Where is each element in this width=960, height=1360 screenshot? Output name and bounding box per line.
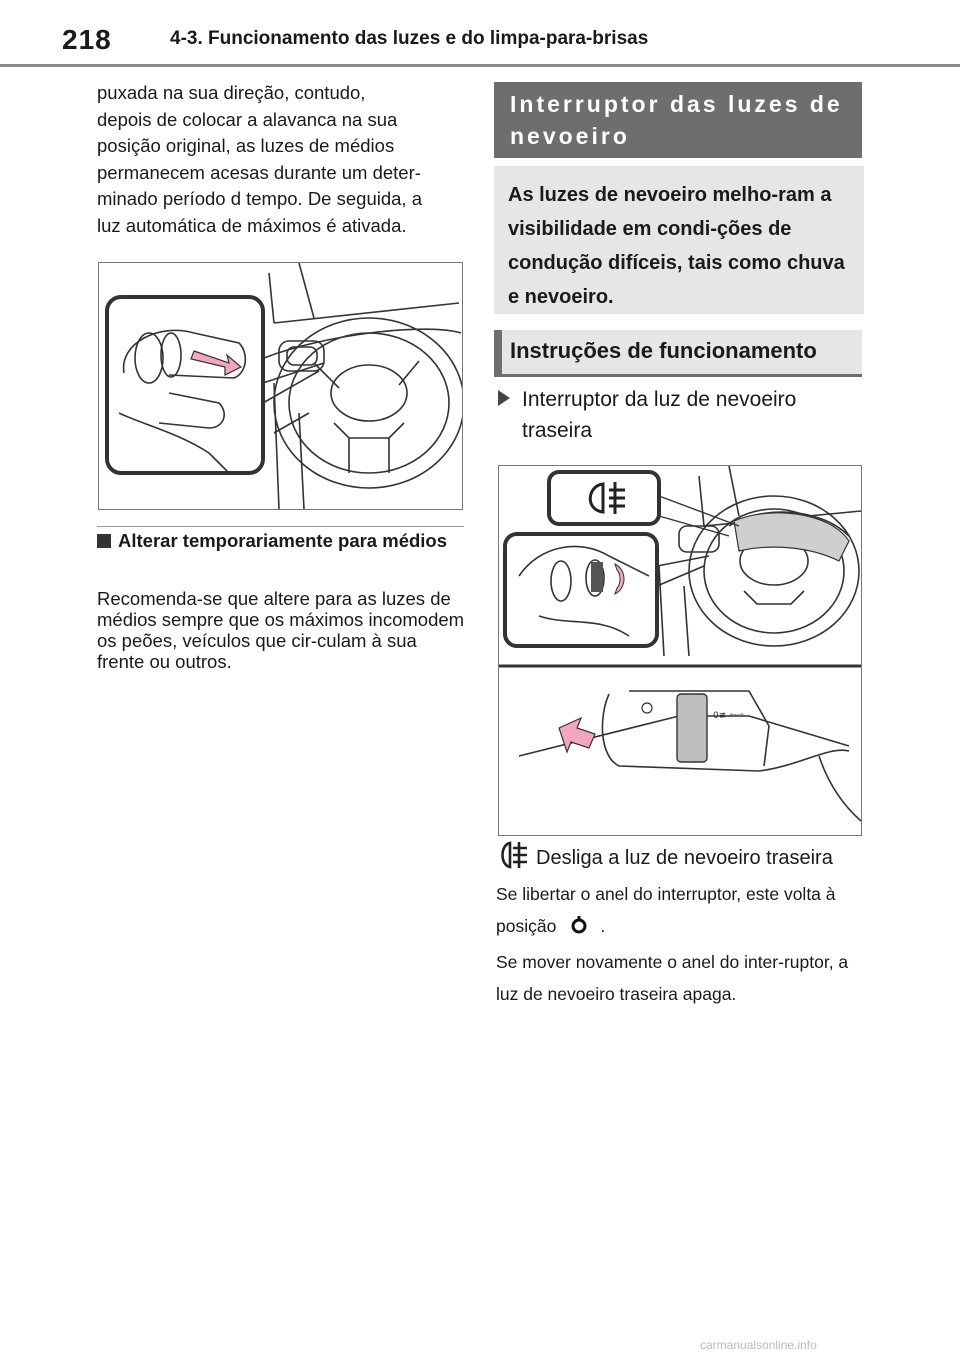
caption [498,840,868,873]
caption-text: Desliga a luz de nevoeiro traseira [536,847,833,869]
text-line: posição original, as luzes de médios [97,135,395,156]
page-number: 218 [62,24,112,55]
text-line: permanecem acesas durante um deter- [97,161,421,183]
rear-fog-light-icon [498,840,530,870]
operation-heading: Instruções de funcionamento [510,338,817,363]
paragraph: Recomenda-se que altere para as luzes de médios sempre que os máximos incomodem os peões, veículos que cir-culam à sua frente ou outros. [97,588,465,672]
note-return-position: Se libertar o anel do interruptor, este volta à posição . [496,884,836,936]
intro-text: As luzes de nevoeiro melho-ram a visibilidade em condi-ções de condução difíceis, tais como chuva e nevoeiro. [508,184,845,308]
square-bullet-icon [97,534,111,548]
watermark: carmanualsonline.info [700,1338,817,1352]
continued-paragraph [97,80,469,239]
headlight-lever-illustration [98,262,463,510]
steering-wheel-illustration [99,263,462,509]
operation-heading-box [494,330,862,377]
section-title-box [494,82,862,158]
return-position-icon [568,914,590,936]
fog-switch-illustration [499,466,861,835]
svg-text:0≢ ⇦⇨: 0≢ ⇦⇨ [713,711,745,721]
fog-switch-figure [498,465,862,836]
triangle-bullet-icon [498,390,510,406]
heading-accent-bar [494,330,502,377]
subheading: Alterar temporariamente para médios [118,530,448,551]
divider [97,526,464,527]
text-line: puxada na sua direção, contudo, [97,82,366,103]
header-divider [0,64,960,67]
item-title: Interruptor da luz de nevoeiro traseira [522,388,797,442]
section-header-title: 4-3. Funcionamento das luzes e do limpa-para-brisas [170,28,649,49]
intro-box [494,166,864,314]
text-line: minado período d tempo. De seguida, a [97,188,422,209]
section-title: Interruptor das luzes de nevoeiro [510,91,843,149]
text-line: luz automática de máximos é ativada. [97,214,407,236]
note-turn-off: Se mover novamente o anel do inter-ruptor, a luz de nevoeiro traseira apaga. [496,952,849,1004]
text-line: depois de colocar a alavanca na sua [97,108,398,130]
